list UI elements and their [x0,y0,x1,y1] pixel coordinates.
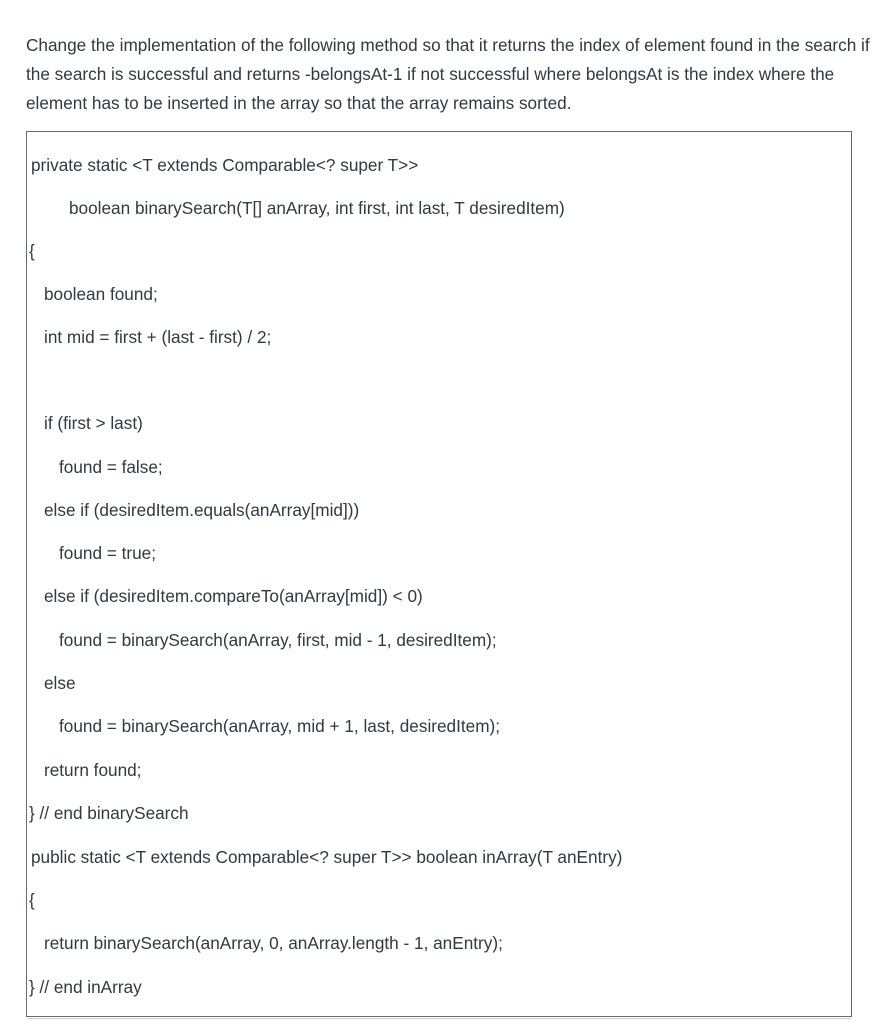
code-line: private static <T extends Comparable<? super T>> [31,155,419,175]
code-line: found = binarySearch(anArray, first, mid - 1, desiredItem); [59,630,497,650]
code-line: else [44,673,76,693]
code-line: { [29,890,35,910]
code-line: int mid = first + (last - first) / 2; [44,327,272,347]
code-line: else if (desiredItem.equals(anArray[mid])) [44,500,360,520]
code-line: { [29,241,35,261]
question-text: Change the implementation of the following method so that it returns the index of element found in the search if the search is successful and returns -belongsAt-1 if not successful where belongsAt is the index where the element has to be inserted in the array so that the array remains sorted. [26,35,870,113]
code-line: found = true; [59,543,156,563]
code-line: boolean found; [44,284,158,304]
code-line: else if (desiredItem.compareTo(anArray[mid]) < 0) [44,586,423,606]
code-block [26,131,852,1017]
code-line: return found; [44,760,142,780]
code-line: found = false; [59,457,163,477]
code-line: return binarySearch(anArray, 0, anArray.length - 1, anEntry); [44,933,503,953]
code-line: public static <T extends Comparable<? super T>> boolean inArray(T anEntry) [31,847,623,867]
code-line: } // end inArray [29,977,142,997]
code-line: found = binarySearch(anArray, mid + 1, last, desiredItem); [59,716,501,736]
code-line: boolean binarySearch(T[] anArray, int first, int last, T desiredItem) [69,198,565,218]
code-line: if (first > last) [44,413,143,433]
code-line: } // end binarySearch [29,803,189,823]
